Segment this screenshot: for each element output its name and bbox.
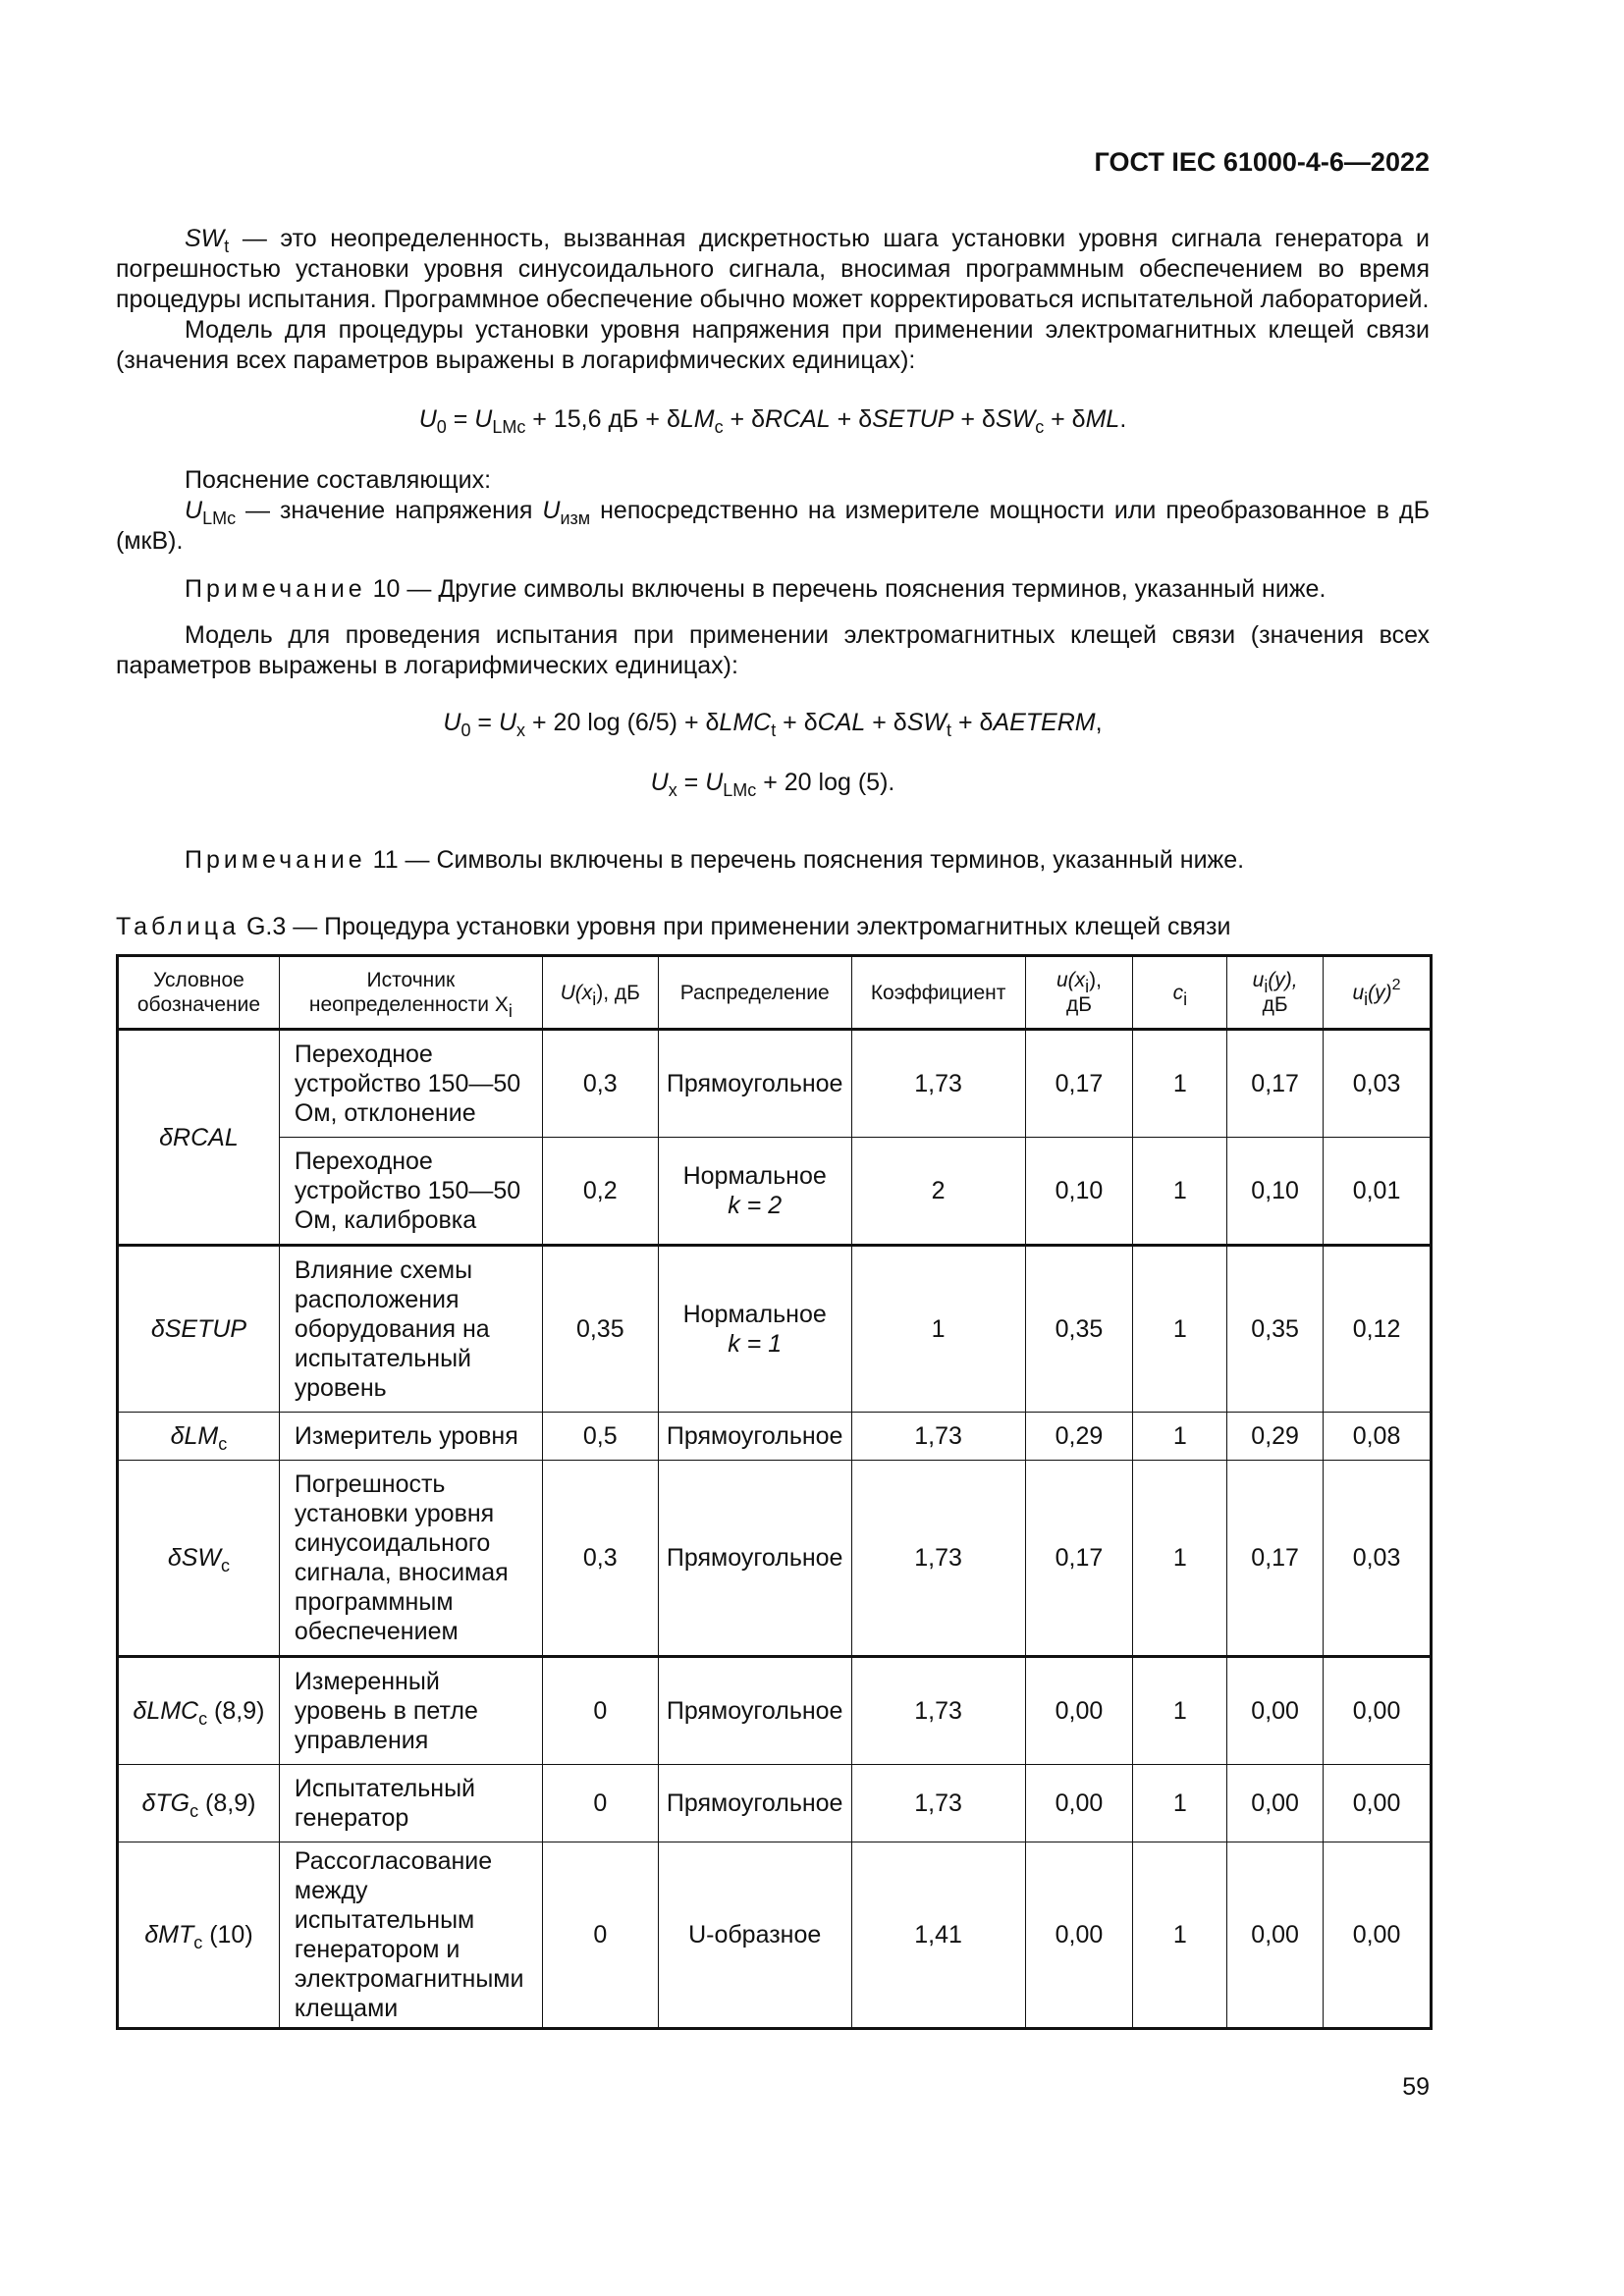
coefficient-cell: 1,73	[851, 1657, 1025, 1765]
ux-cell: 0,35	[1025, 1246, 1133, 1413]
ux-cell: 0,00	[1025, 1842, 1133, 2029]
source-cell: Переходное устройство 150—50 Ом, отклонение	[279, 1030, 542, 1138]
source-cell: Измеренный уровень в петле управления	[279, 1657, 542, 1765]
distribution-cell: U-образное	[658, 1842, 851, 2029]
coefficient-cell: 1	[851, 1246, 1025, 1413]
paragraph-model-setup: Модель для процедуры установки уровня напряжения при применении электромагнитных клещей связи (значения всех параметров выражены в логарифмических единицах):	[116, 316, 1430, 374]
symbol-cell: δTG$_c$ (8,9)	[118, 1765, 280, 1842]
symbol-cell: δLM$_c$	[118, 1413, 280, 1461]
uncertainty-table	[116, 954, 1433, 2030]
paragraph-swt: $SW_t$ — это неопределенность, вызванная дискретностью шага установки уровня сигнала генератора и погрешностью установки уровня синусоидального сигнала, вносимая программным обеспечением во время процедуры испытания. Программное обеспечение обычно может корректироваться испытательной лабораторией.	[116, 225, 1430, 313]
formula-u0-test: $U_0 = U_x + 20$ log (6/5) + δLMC$_t$ + δCAL + δSW$_t$ + δAETERM,	[443, 709, 1103, 740]
header-source: Источник неопределенности $X_i$	[279, 956, 542, 1030]
ci-cell: 1	[1133, 1138, 1227, 1246]
formula-ux: $U_x = U_{LMc} + 20$ log (5).	[650, 769, 895, 800]
u-cell: 0,2	[542, 1138, 658, 1246]
coefficient-cell: 1,41	[851, 1842, 1025, 2029]
coefficient-cell: 1,73	[851, 1413, 1025, 1461]
table-row	[118, 1030, 1432, 1138]
formula-u0-setup: $U_0 = U_{LMc} + 15,6$ дБ + δLM$_c$ + δRCAL + δSETUP + δSW$_c$ + δML.	[418, 405, 1127, 437]
ci-cell: 1	[1133, 1842, 1227, 2029]
header-uiy2: $u_i(y)^2$	[1324, 956, 1432, 1030]
coefficient-cell: 1,73	[851, 1765, 1025, 1842]
coefficient-cell: 1,73	[851, 1030, 1025, 1138]
ci-cell: 1	[1133, 1413, 1227, 1461]
uiy-cell: 0,00	[1227, 1657, 1324, 1765]
ux-cell: 0,10	[1025, 1138, 1133, 1246]
u-cell: 0,3	[542, 1461, 658, 1657]
table-header-row	[118, 956, 1432, 1030]
ux-cell: 0,00	[1025, 1765, 1133, 1842]
ci-cell: 1	[1133, 1461, 1227, 1657]
table-row	[118, 1842, 1432, 2029]
u-cell: 0,35	[542, 1246, 658, 1413]
table-row	[118, 1138, 1432, 1246]
ci-cell: 1	[1133, 1246, 1227, 1413]
ci-cell: 1	[1133, 1765, 1227, 1842]
header-distribution: Распределение	[658, 956, 851, 1030]
distribution-cell: Прямоугольное	[658, 1765, 851, 1842]
ux-cell: 0,17	[1025, 1461, 1133, 1657]
note-10: Примечание 10 — Другие символы включены в перечень пояснения терминов, указанный ниже.	[185, 575, 1326, 603]
coefficient-cell: 1,73	[851, 1461, 1025, 1657]
ux-cell: 0,00	[1025, 1657, 1133, 1765]
uiy-cell: 0,00	[1227, 1842, 1324, 2029]
note-11: Примечание 11 — Символы включены в перечень пояснения терминов, указанный ниже.	[185, 846, 1245, 874]
u-cell: 0	[542, 1842, 658, 2029]
source-cell: Измеритель уровня	[279, 1413, 542, 1461]
ux-cell: 0,29	[1025, 1413, 1133, 1461]
symbol-cell: δRCAL	[118, 1030, 280, 1246]
uiy-cell: 0,35	[1227, 1246, 1324, 1413]
paragraph-components-intro: Пояснение составляющих:	[185, 466, 492, 494]
source-cell: Рассогласование между испытательным генератором и электромагнитными клещами	[279, 1842, 542, 2029]
distribution-cell: Прямоугольное	[658, 1461, 851, 1657]
header-coefficient: Коэффициент	[851, 956, 1025, 1030]
uiy2-cell: 0,03	[1324, 1030, 1432, 1138]
paragraph-model-test: Модель для проведения испытания при применении электромагнитных клещей связи (значения всех параметров выражены в логарифмических единицах):	[116, 621, 1430, 679]
uiy2-cell: 0,08	[1324, 1413, 1432, 1461]
header-ux: $u(x_i)$, дБ	[1025, 956, 1133, 1030]
table-row	[118, 1246, 1432, 1413]
distribution-cell: Нормальное k = 1	[658, 1246, 851, 1413]
distribution-cell: Прямоугольное	[658, 1657, 851, 1765]
header-symbol: Условное обозначение	[118, 956, 280, 1030]
source-cell: Переходное устройство 150—50 Ом, калибровка	[279, 1138, 542, 1246]
uiy2-cell: 0,03	[1324, 1461, 1432, 1657]
header-ci: $c_i$	[1133, 956, 1227, 1030]
uiy-cell: 0,17	[1227, 1461, 1324, 1657]
symbol-cell: δLMC$_c$ (8,9)	[118, 1657, 280, 1765]
distribution-cell: Прямоугольное	[658, 1030, 851, 1138]
header-u-xi: $U(x_i)$, дБ	[542, 956, 658, 1030]
u-cell: 0,5	[542, 1413, 658, 1461]
table-row	[118, 1413, 1432, 1461]
source-cell: Испытательный генератор	[279, 1765, 542, 1842]
ci-cell: 1	[1133, 1657, 1227, 1765]
u-cell: 0	[542, 1765, 658, 1842]
u-cell: 0,3	[542, 1030, 658, 1138]
table-row	[118, 1657, 1432, 1765]
ux-cell: 0,17	[1025, 1030, 1133, 1138]
document-header: ГОСТ IEC 61000-4-6—2022	[1094, 147, 1430, 177]
distribution-cell: Нормальное k = 2	[658, 1138, 851, 1246]
uiy-cell: 0,17	[1227, 1030, 1324, 1138]
uiy-cell: 0,29	[1227, 1413, 1324, 1461]
coefficient-cell: 2	[851, 1138, 1025, 1246]
page-number: 59	[1402, 2073, 1430, 2101]
distribution-cell: Прямоугольное	[658, 1413, 851, 1461]
uiy2-cell: 0,00	[1324, 1657, 1432, 1765]
uiy2-cell: 0,12	[1324, 1246, 1432, 1413]
table-caption: Таблица G.3 — Процедура установки уровня при применении электромагнитных клещей связи	[116, 913, 1231, 940]
uiy-cell: 0,10	[1227, 1138, 1324, 1246]
table-row	[118, 1765, 1432, 1842]
header-uiy: $u_i(y)$, дБ	[1227, 956, 1324, 1030]
source-cell: Погрешность установки уровня синусоидального сигнала, вносимая программным обеспечением	[279, 1461, 542, 1657]
paragraph-ulmc: $U_{LMc}$ — значение напряжения $U_{изм}$ непосредственно на измерителе мощности или преобразованное в дБ (мкВ).	[116, 497, 1430, 555]
source-cell: Влияние схемы расположения оборудования на испытательный уровень	[279, 1246, 542, 1413]
uiy2-cell: 0,00	[1324, 1842, 1432, 2029]
uiy-cell: 0,00	[1227, 1765, 1324, 1842]
u-cell: 0	[542, 1657, 658, 1765]
table-row	[118, 1461, 1432, 1657]
symbol-cell: δSW$_c$	[118, 1461, 280, 1657]
uiy2-cell: 0,00	[1324, 1765, 1432, 1842]
symbol-cell: δMT$_c$ (10)	[118, 1842, 280, 2029]
symbol-cell: δSETUP	[118, 1246, 280, 1413]
uiy2-cell: 0,01	[1324, 1138, 1432, 1246]
ci-cell: 1	[1133, 1030, 1227, 1138]
